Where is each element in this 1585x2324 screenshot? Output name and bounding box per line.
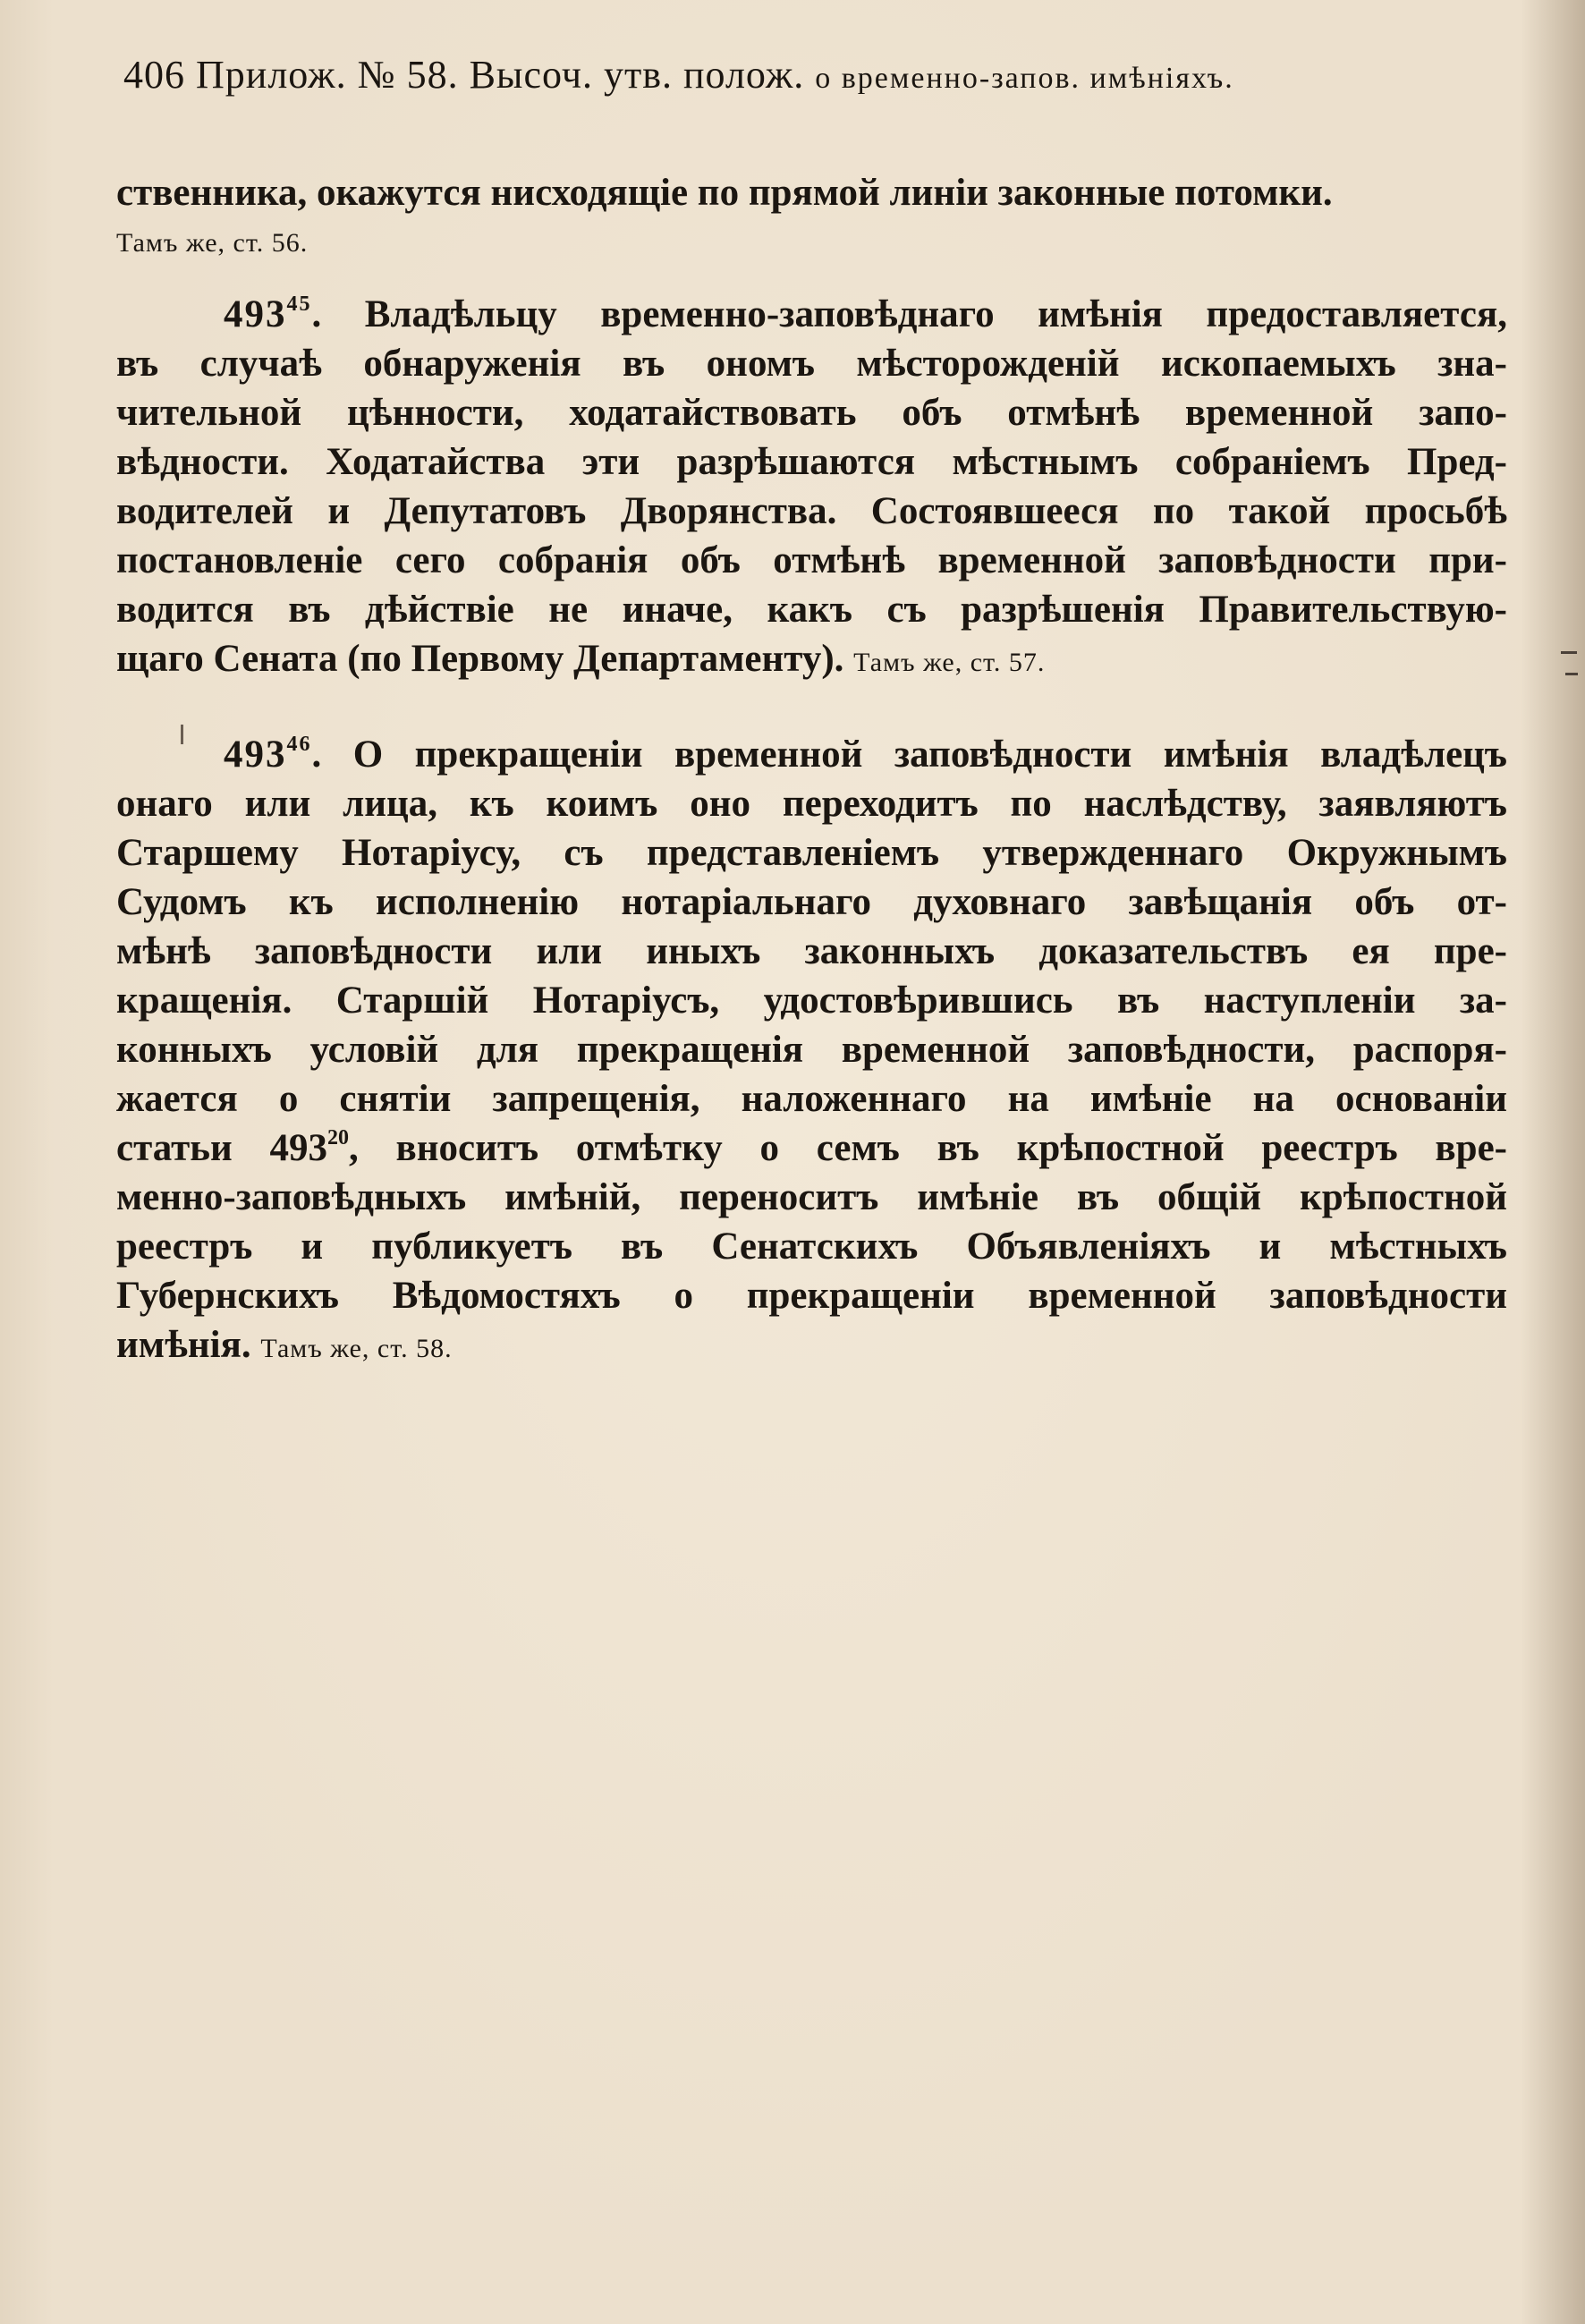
- text-line: постановленіе сего собранія объ отмѣнѣ временной заповѣдности при-: [116, 539, 1507, 581]
- text-line: ственника, окажутся нисходящіе по прямой линіи законные потомки.: [116, 172, 1333, 214]
- text-line: мѣнѣ заповѣдности или иныхъ законныхъ доказательствъ ея пре-: [116, 930, 1507, 972]
- article-493-45-first-line: $493^{45}$. Владѣльцу временно-заповѣднаго имѣнія предоставляется,: [224, 293, 1507, 335]
- print-speck: [181, 725, 183, 744]
- text-line: чительной цѣнности, ходатайствовать объ отмѣнѣ временной запо-: [116, 392, 1507, 434]
- print-speck: [1565, 673, 1578, 675]
- text-line: онаго или лица, къ коимъ оно переходитъ по наслѣдству, заявляютъ: [116, 783, 1507, 825]
- reference-citation: Тамъ же, ст. 56.: [116, 228, 309, 258]
- reference-citation: Тамъ же, ст. 58.: [260, 1334, 453, 1363]
- text-line: въ случаѣ обнаруженія въ ономъ мѣсторожденій ископаемыхъ зна-: [116, 343, 1507, 385]
- text-line: Губернскихъ Вѣдомостяхъ о прекращеніи временной заповѣдности: [116, 1275, 1507, 1317]
- text-line: щаго Сената (по Первому Департаменту). Тамъ же, ст. 57.: [116, 638, 1046, 680]
- text-line: менно-заповѣдныхъ имѣній, переноситъ имѣніе въ общій крѣпостной: [116, 1176, 1507, 1218]
- text-line: имѣнія. Тамъ же, ст. 58.: [116, 1324, 453, 1366]
- reference-citation: Тамъ же, ст. 57.: [853, 648, 1046, 677]
- text-line: статьи $493^{20}$, вноситъ отмѣтку о семъ въ крѣпостной реестръ вре-: [116, 1126, 1507, 1169]
- text-line: жается о снятіи запрещенія, наложеннаго на имѣніе на основаніи: [116, 1078, 1507, 1120]
- page-number: 406: [123, 53, 185, 97]
- text-line: вѣдности. Ходатайства эти разрѣшаются мѣстнымъ собраніемъ Пред-: [116, 441, 1507, 483]
- text-line: водится въ дѣйствіе не иначе, какъ съ разрѣшенія Правительствую-: [116, 589, 1507, 631]
- text-line: водителей и Депутатовъ Дворянства. Состоявшееся по такой просьбѣ: [116, 490, 1507, 532]
- article-number: $493^{45}$: [224, 293, 312, 335]
- text-line: конныхъ условій для прекращенія временной заповѣдности, распоря-: [116, 1029, 1507, 1071]
- header-subtitle: о временно-запов. имѣніяхъ.: [815, 62, 1234, 95]
- text-line: Судомъ къ исполненію нотаріальнаго духовнаго завѣщанія объ от-: [116, 881, 1507, 923]
- text-line: реестръ и публикуетъ въ Сенатскихъ Объявленіяхъ и мѣстныхъ: [116, 1226, 1507, 1268]
- article-493-46-first-line: $493^{46}$. О прекращеніи временной заповѣдности имѣнія владѣлецъ: [224, 733, 1507, 776]
- text-line: Старшему Нотаріусу, съ представленіемъ утвержденнаго Окружнымъ: [116, 832, 1507, 874]
- article-number: $493^{46}$: [224, 733, 312, 776]
- print-speck: [1561, 651, 1577, 654]
- header-title: Прилож. № 58. Высоч. утв. полож.: [196, 53, 805, 97]
- running-header: [123, 52, 1465, 98]
- text-line: кращенія. Старшій Нотаріусъ, удостовѣрившись въ наступленіи за-: [116, 980, 1507, 1022]
- reference-line: [116, 216, 1507, 267]
